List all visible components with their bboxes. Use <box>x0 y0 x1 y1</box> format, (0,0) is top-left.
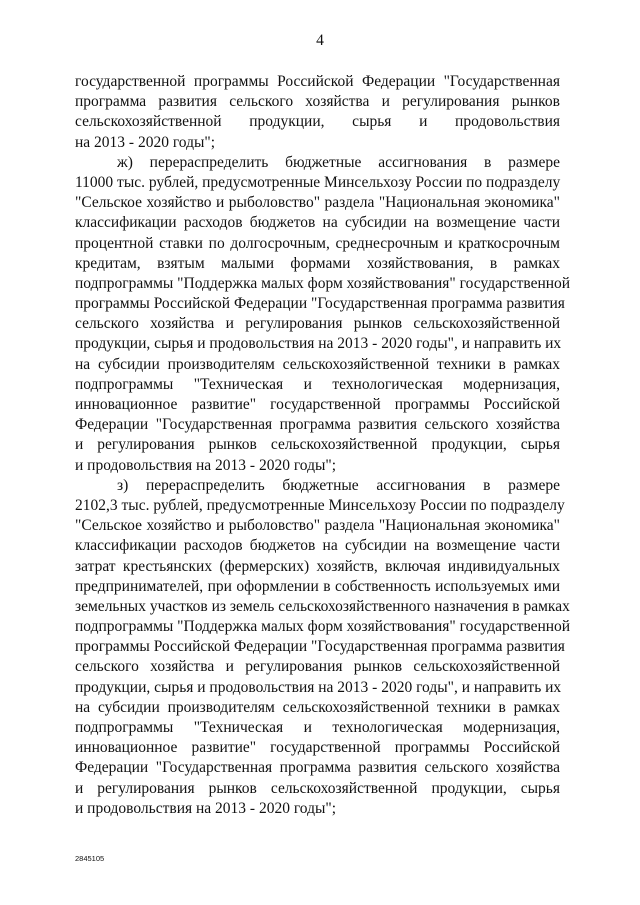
document-body <box>75 72 571 819</box>
text-line: Федерации "Государственная программа развития сельского хозяйства <box>75 416 560 434</box>
text-line: земельных участков из земель сельскохозяйственного назначения в рамках <box>75 597 570 615</box>
text-line: и регулирования рынков сельскохозяйственной продукции, сырья <box>75 436 560 454</box>
text-line: инновационное развитие" государственной программы Российской <box>75 396 560 413</box>
text-line: классификации расходов бюджетов на субсидии на возмещение части <box>75 537 560 555</box>
text-line: и продовольствия на 2013 - 2020 годы"; <box>75 799 337 817</box>
text-line: сельского хозяйства и регулирования рынков сельскохозяйственной <box>75 658 560 676</box>
text-line: классификации расходов бюджетов на субсидии на возмещение части <box>75 214 560 232</box>
page-number: 4 <box>316 32 324 49</box>
text-line: предпринимателей, при оформлении в собственность используемых ими <box>75 577 560 595</box>
document-id: 2845105 <box>75 854 105 863</box>
text-line: программа развития сельского хозяйства и регулирования рынков <box>75 93 560 111</box>
text-line: инновационное развитие" государственной программы Российской <box>75 739 560 757</box>
text-line: 11000 тыс. рублей, предусмотренные Минсельхозу России по подразделу <box>75 173 561 191</box>
text-line: ж) перераспределить бюджетные ассигнования в размере <box>117 153 560 171</box>
text-line: сельскохозяйственной продукции, сырья и продовольствия <box>75 113 560 131</box>
text-line: з) перераспределить бюджетные ассигнования в размере <box>117 476 560 494</box>
text-line: продукции, сырья и продовольствия на 2013 - 2020 годы", и направить их <box>75 678 562 696</box>
text-line: процентной ставки по долгосрочным, среднесрочным и краткосрочным <box>75 234 560 252</box>
text-line: на субсидии производителям сельскохозяйственной техники в рамках <box>75 355 560 373</box>
text-line: "Сельское хозяйство и рыболовство" раздела "Национальная экономика" <box>75 517 560 535</box>
text-line: государственной программы Российской Федерации "Государственная <box>75 73 560 90</box>
text-line: продукции, сырья и продовольствия на 2013 - 2020 годы", и направить их <box>75 335 562 353</box>
text-line: и продовольствия на 2013 - 2020 годы"; <box>75 456 337 474</box>
text-line: программы Российской Федерации "Государственная программа развития <box>75 638 565 656</box>
text-line: Федерации "Государственная программа развития сельского хозяйства <box>75 759 560 777</box>
text-line: кредитам, взятым малыми формами хозяйствования, в рамках <box>75 254 560 272</box>
text-line: подпрограммы "Техническая и технологическая модернизация, <box>75 719 560 736</box>
text-line: сельского хозяйства и регулирования рынков сельскохозяйственной <box>75 315 560 333</box>
text-line: на 2013 - 2020 годы"; <box>75 133 216 151</box>
text-line: "Сельское хозяйство и рыболовство" раздела "Национальная экономика" <box>75 194 560 212</box>
text-line: и регулирования рынков сельскохозяйственной продукции, сырья <box>75 779 560 797</box>
text-line: затрат крестьянских (фермерских) хозяйств, включая индивидуальных <box>75 557 560 575</box>
text-line: 2102,3 тыс. рублей, предусмотренные Минсельхозу России по подразделу <box>75 496 565 514</box>
text-line: подпрограммы "Техническая и технологическая модернизация, <box>75 375 560 393</box>
text-line: на субсидии производителям сельскохозяйственной техники в рамках <box>75 698 560 716</box>
text-line: подпрограммы "Поддержка малых форм хозяйствования" государственной <box>75 618 571 636</box>
text-line: подпрограммы "Поддержка малых форм хозяйствования" государственной <box>75 274 571 292</box>
text-line: программы Российской Федерации "Государственная программа развития <box>75 295 565 313</box>
